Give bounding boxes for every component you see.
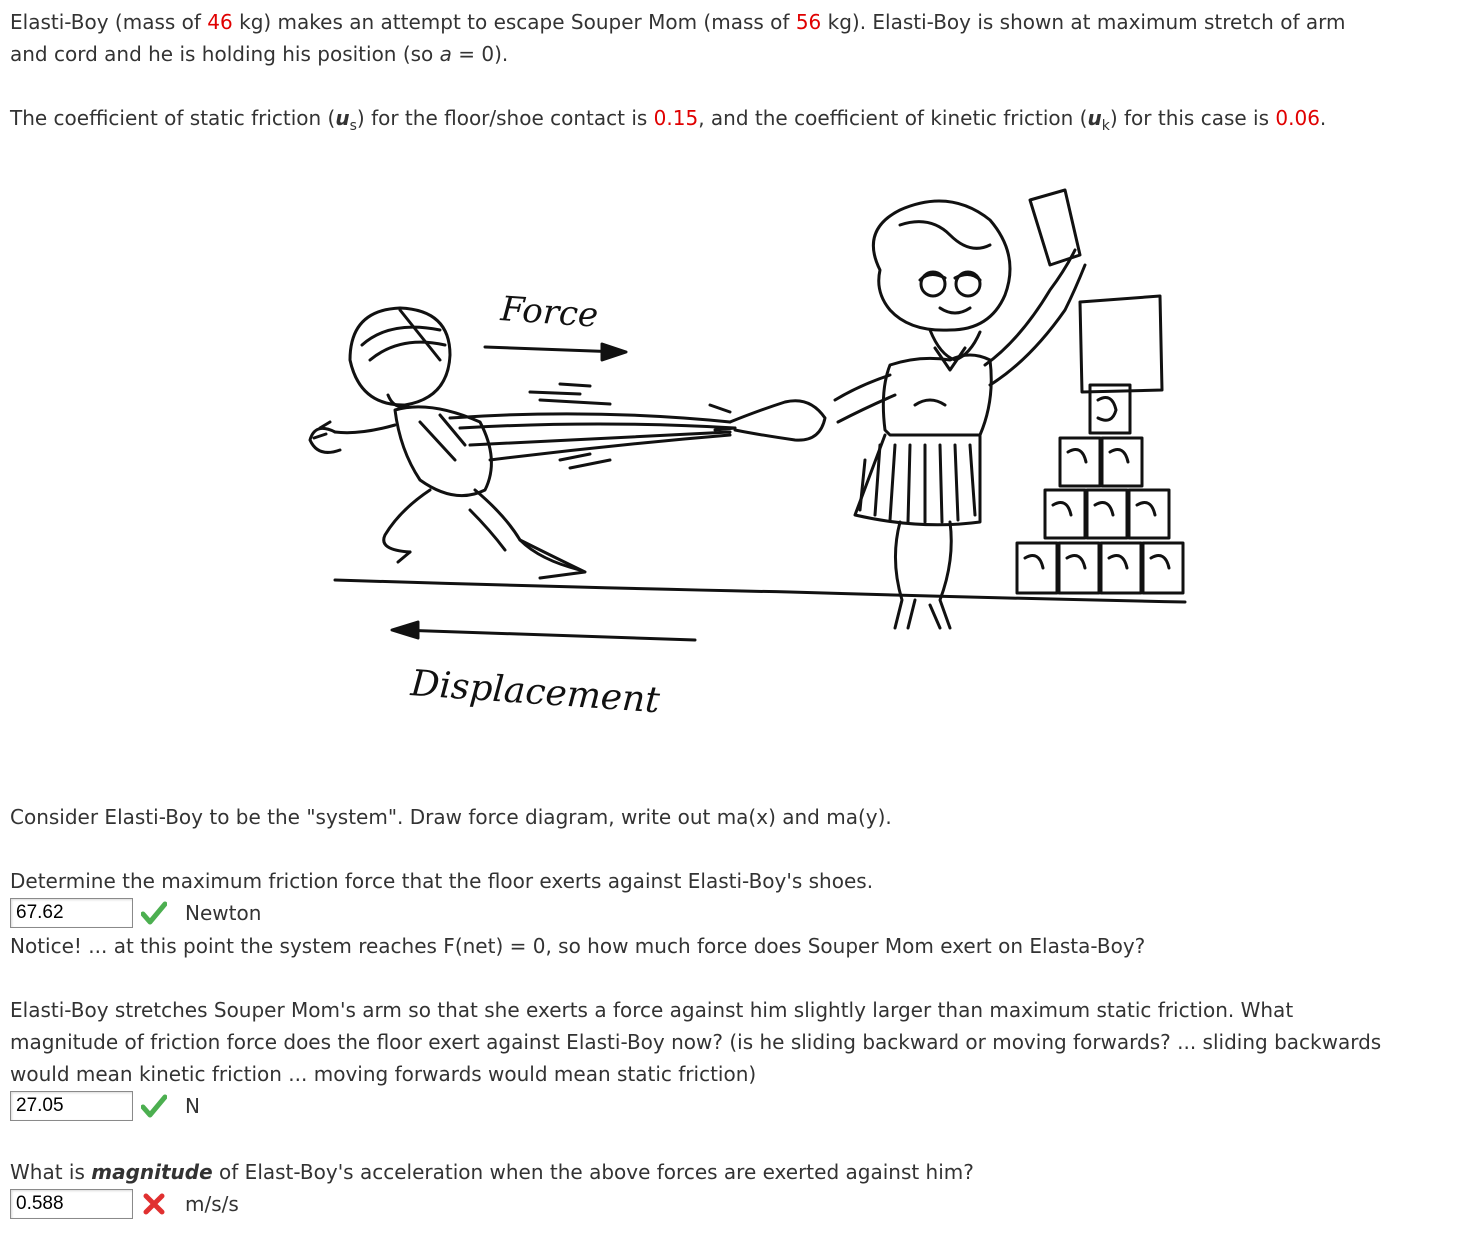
- question-2-answer-row: [10, 1090, 200, 1122]
- consider-instruction: Consider Elasti-Boy to be the "system". Draw force diagram, write out ma(x) and ma(y).: [10, 805, 892, 829]
- question-3-answer-row: [10, 1188, 239, 1220]
- question-1-answer-row: [10, 897, 261, 929]
- question-3-unit: m/s/s: [185, 1192, 239, 1216]
- check-icon: [139, 898, 169, 928]
- question-3-answer-input[interactable]: 0.588: [10, 1189, 133, 1219]
- cross-icon: [139, 1189, 169, 1219]
- question-1-unit: Newton: [185, 901, 262, 925]
- displacement-label: Displacement: [409, 663, 662, 720]
- mom-mass-value: 56: [795, 10, 822, 34]
- question-1-answer-input[interactable]: 67.62: [10, 898, 133, 928]
- force-arrow: [485, 344, 626, 360]
- friction-coefficients-line: The coefficient of static friction $(u_s)$ for the floor/shoe contact is 0.15, and the coefficient of kinetic friction $(u_k)$ for this case is 0.06.: [10, 106, 1327, 134]
- notice-text: Notice! ... at this point the system reaches F(net) = 0, so how much force does Souper Mom exert on Elasta-Boy?: [10, 934, 1146, 958]
- souper-mom-figure: [710, 190, 1085, 628]
- question-2-answer-input[interactable]: 27.05: [10, 1091, 133, 1121]
- static-coefficient-value: 0.15: [653, 106, 699, 130]
- question-3-text: What is magnitude of Elast-Boy's acceleration when the above forces are exerted against him?: [10, 1160, 974, 1184]
- elasti-boy-illustration: [290, 160, 1200, 720]
- kinetic-coefficient-value: 0.06: [1275, 106, 1320, 130]
- intro-line-2: and cord and he is holding his position (so a = 0).: [10, 42, 509, 66]
- intro-line-1: Elasti-Boy (mass of 46 kg) makes an attempt to escape Souper Mom (mass of 56 kg). Elasti-Boy is shown at maximum stretch of arm: [10, 10, 1346, 34]
- question-1-text: Determine the maximum friction force that the floor exerts against Elasti-Boy's shoes.: [10, 869, 874, 893]
- question-2-line-3: would mean kinetic friction ... moving forwards would mean static friction): [10, 1062, 757, 1086]
- question-2-line-1: Elasti-Boy stretches Souper Mom's arm so that she exerts a force against him slightly larger than maximum static friction. What: [10, 998, 1294, 1022]
- displacement-arrow: [392, 622, 695, 640]
- boy-mass-value: 46: [207, 10, 233, 34]
- force-label: Force: [499, 289, 600, 336]
- question-2-unit: N: [185, 1094, 200, 1118]
- check-icon: [139, 1091, 169, 1121]
- question-2-line-2: magnitude of friction force does the floor exert against Elasti-Boy now? (is he sliding backward or moving forwards? ... sliding backwards: [10, 1030, 1382, 1054]
- question-3-emphasis: magnitude: [91, 1160, 213, 1184]
